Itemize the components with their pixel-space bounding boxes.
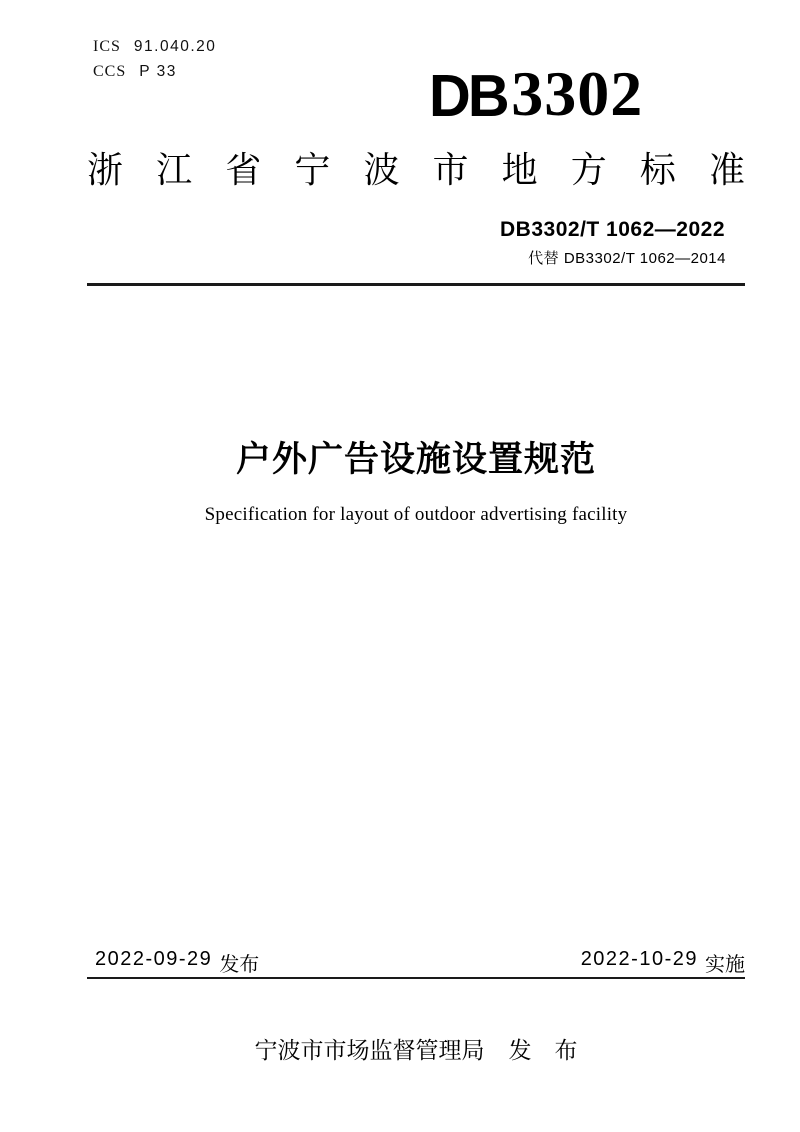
ccs-value: P 33	[139, 63, 177, 80]
ccs-label: CCS	[93, 63, 127, 80]
db3302-logo	[429, 58, 644, 129]
implement-label: 实施	[705, 954, 745, 976]
region-title-char: 准	[708, 149, 745, 190]
document-subtitle-english: Specification for layout of outdoor advertising facility	[204, 504, 628, 525]
classification-codes	[93, 34, 216, 84]
ccs-line	[93, 59, 216, 84]
region-title-char: 浙	[87, 149, 124, 190]
issue-date: 2022-09-29	[95, 948, 213, 970]
document-title: 户外广告设施设置规范	[235, 440, 596, 479]
region-title-char: 江	[156, 149, 193, 190]
implement-date: 2022-10-29	[580, 948, 698, 970]
region-title-char: 市	[432, 149, 469, 190]
ics-value: 91.040.20	[133, 38, 217, 55]
region-title-char: 标	[639, 149, 676, 190]
ics-line	[93, 34, 216, 59]
region-standard-title	[87, 150, 745, 190]
footer-divider-line	[87, 977, 745, 979]
dates-row	[87, 948, 745, 977]
implement-date-group	[581, 948, 745, 977]
header-divider-line	[87, 283, 745, 286]
publish-label: 发 布	[508, 1037, 578, 1063]
issue-date-group	[87, 948, 259, 977]
issuing-authority-row	[87, 1032, 745, 1065]
region-title-char: 地	[501, 149, 538, 190]
replaced-standard-note: 代替 DB3302/T 1062—2014	[528, 250, 726, 267]
region-title-char: 省	[225, 149, 262, 190]
publisher-name: 宁波市市场监督管理局	[254, 1037, 485, 1063]
region-title-char: 波	[363, 149, 400, 190]
ics-label: ICS	[93, 38, 121, 55]
issue-label: 发布	[219, 954, 260, 976]
logo-prefix: DB	[429, 63, 507, 129]
logo-number: 3302	[511, 58, 644, 129]
region-title-char: 方	[570, 149, 607, 190]
standard-number: DB3302/T 1062—2022	[500, 218, 725, 241]
region-title-char: 宁	[294, 149, 331, 190]
